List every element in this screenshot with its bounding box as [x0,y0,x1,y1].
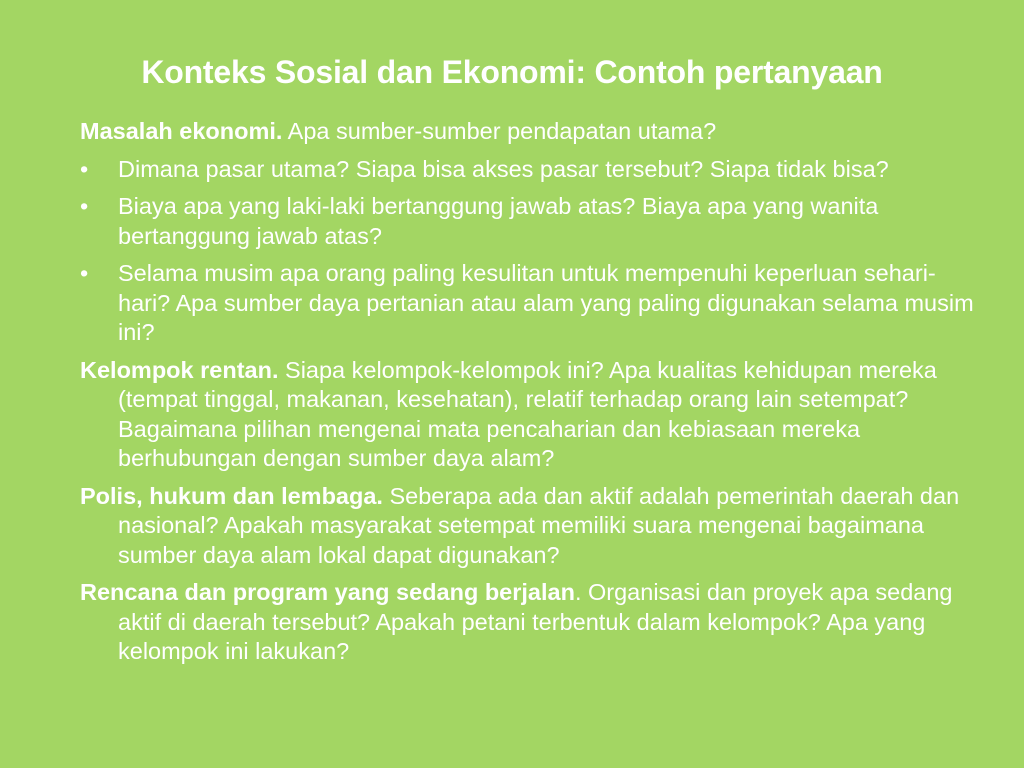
section-lead: Masalah ekonomi. [80,118,283,144]
bullet-text: Dimana pasar utama? Siapa bisa akses pasar tersebut? Siapa tidak bisa? [118,155,889,182]
section-lead: Rencana dan program yang sedang berjalan [80,579,575,605]
section-ongoing-plans-programs [80,578,980,667]
slide-content [80,117,980,675]
bullet-dot: • [80,260,89,286]
bullet-text: Selama musim apa orang paling kesulitan untuk mempenuhi keperluan sehari-hari? Apa sumber daya pertanian atau alam yang paling digunakan selama musim ini? [118,260,974,345]
bullet-item [80,192,980,251]
section-vulnerable-groups [80,356,980,474]
section-lead: Polis, hukum dan lembaga. [80,482,383,509]
slide-title: Konteks Sosial dan Ekonomi: Contoh pertanyaan [141,54,883,90]
section-policy-law-institutions [80,482,980,571]
bullet-item [80,259,980,348]
bullet-text: Biaya apa yang laki-laki bertanggung jawab atas? Biaya apa yang wanita bertanggung jawab atas? [118,193,879,249]
bullet-dot: • [80,155,89,182]
bullet-dot: • [80,193,89,219]
section-text: Seberapa ada dan aktif adalah pemerintah daerah dan nasional? Apakah masyarakat setempat memiliki suara mengenai bagaimana sumber daya alam lokal dapat digunakan? [118,482,960,568]
section-economic-issues [80,117,980,147]
section-lead: Kelompok rentan. [80,356,279,383]
section-text: . Organisasi dan proyek apa sedang aktif di daerah tersebut? Apakah petani terbentuk dalam kelompok? Apa yang kelompok ini lakukan? [118,579,953,664]
section-text: Apa sumber-sumber pendapatan utama? [282,118,717,144]
bullet-item [80,155,980,185]
section-text: Siapa kelompok-kelompok ini? Apa kualitas kehidupan mereka (tempat tinggal, makanan, kesehatan), relatif terhadap orang lain setempat? Bagaimana pilihan mengenai mata pencaharian dan kebiasaan mereka berhubungan dengan sumber daya alam? [118,356,937,471]
